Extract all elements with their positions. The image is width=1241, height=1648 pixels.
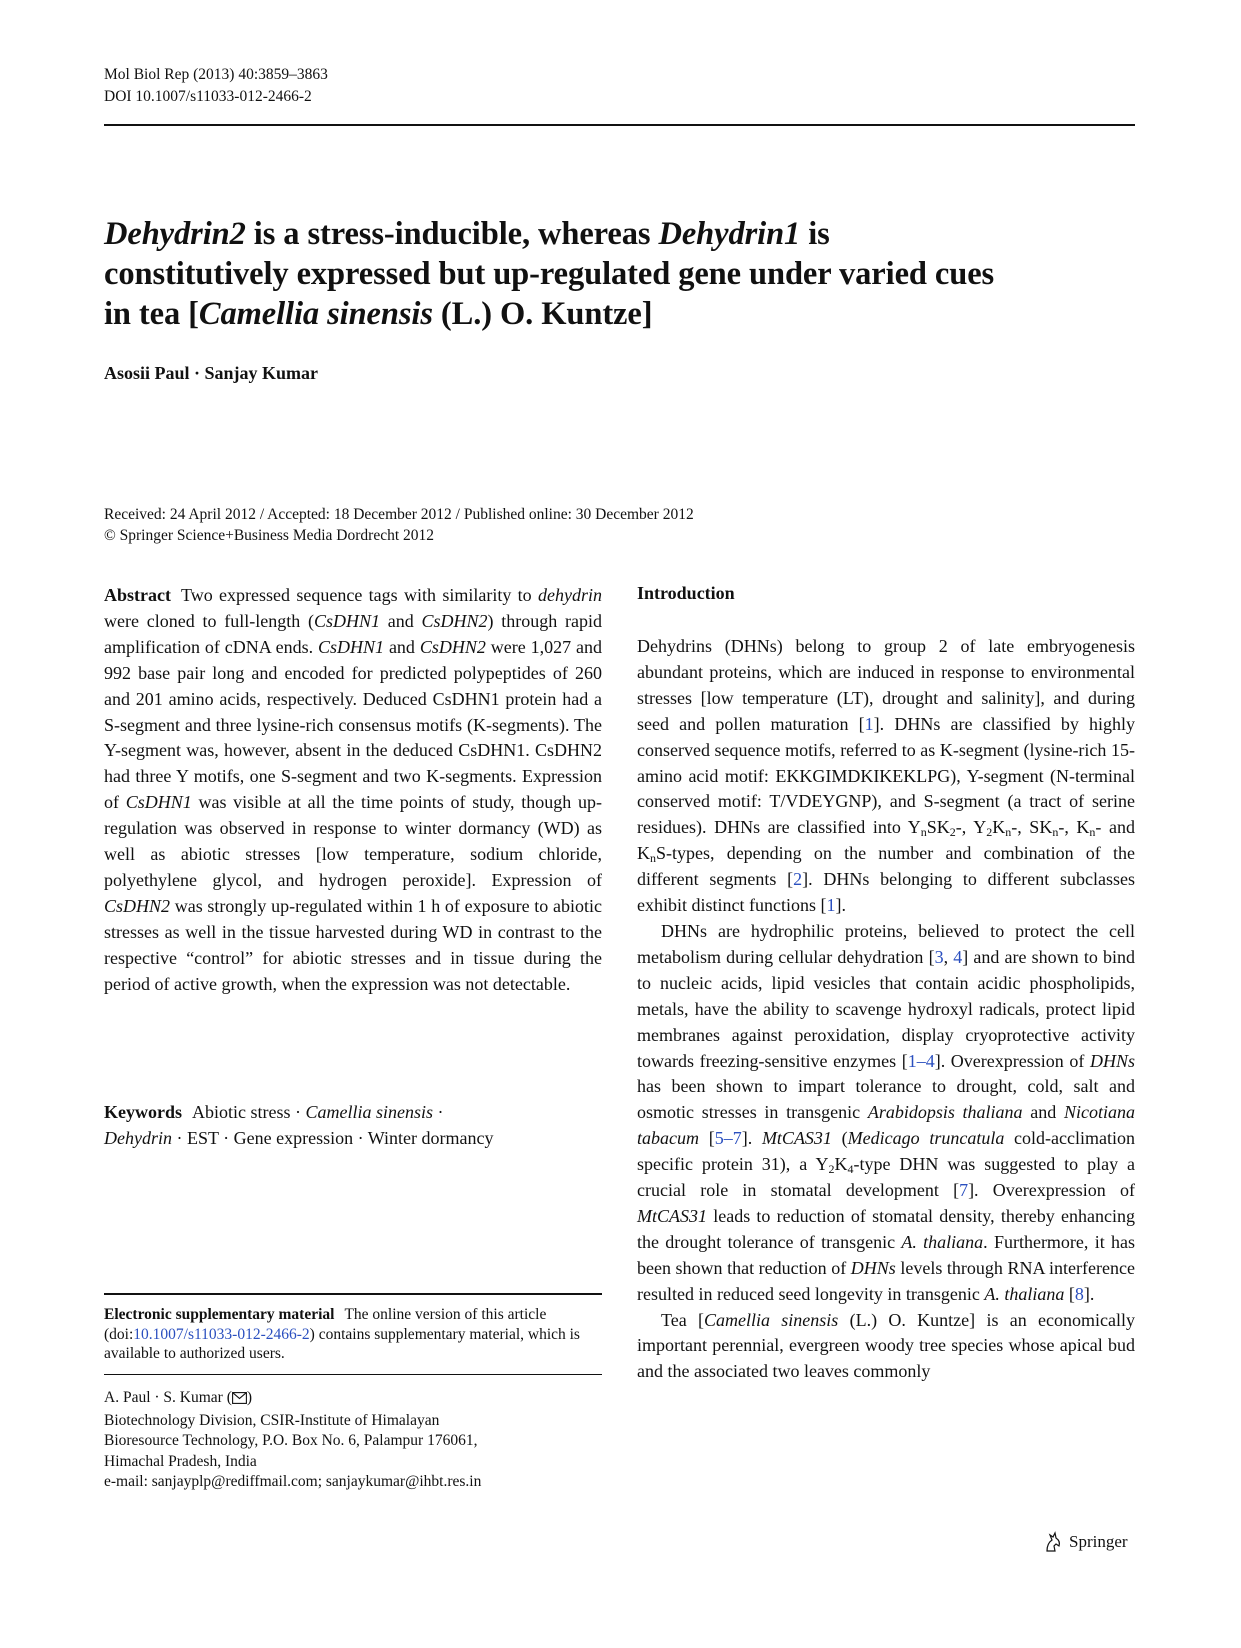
introduction-heading: Introduction xyxy=(637,583,735,603)
supplementary-doi-link[interactable]: 10.1007/s11033-012-2466-2 xyxy=(133,1325,310,1343)
affiliation-paren: ) xyxy=(246,1389,253,1406)
subscript: 2 xyxy=(949,825,956,840)
affiliation-line: Himachal Pradesh, India xyxy=(104,1452,257,1470)
introduction-body xyxy=(637,634,1135,1385)
copyright-line: © Springer Science+Business Media Dordrecht 2012 xyxy=(104,527,435,544)
intro-text: and xyxy=(1022,1102,1064,1123)
intro-text: ]. xyxy=(1083,1283,1095,1304)
abstract-italic: CsDHN1 xyxy=(125,792,192,813)
supplementary-text: ) contains supplementary material, which is available to authorized users. xyxy=(104,1325,580,1362)
abstract-italic: CsDHN2 xyxy=(104,895,171,916)
intro-text: ] and are shown to bind to nucleic acids, lipid vesicles that contain acidic phospholipids, metals, have the ability to scavenge hydroxyl radicals, protect lipid membranes against peroxidation, display cryoprotective activity towards freezing-sensitive enzymes [ xyxy=(637,946,1136,1071)
citation-link[interactable]: 5–7 xyxy=(714,1128,742,1149)
header-rule xyxy=(104,124,1135,126)
publication-dates xyxy=(104,504,1104,546)
doi-line: DOI 10.1007/s11033-012-2466-2 xyxy=(104,88,312,105)
abstract-text: was visible at all the time points of study, though up-regulation was observed in response to winter dormancy (WD) as well as abiotic stresses [low temperature, sodium chloride, polyethylene glycol, and hydrogen peroxide]. Expression of xyxy=(104,792,602,890)
intro-text: -, SK xyxy=(1011,817,1053,838)
title-gene-1: Dehydrin2 xyxy=(104,216,246,252)
intro-text: K xyxy=(992,817,1006,838)
keyword-text: Abiotic stress · xyxy=(192,1102,306,1122)
intro-text: ( xyxy=(831,1128,848,1149)
intro-text: ]. xyxy=(741,1128,762,1149)
keyword-italic: Camellia sinensis xyxy=(305,1102,433,1122)
citation-link[interactable]: 1–4 xyxy=(907,1050,935,1071)
publisher-logo xyxy=(1043,1531,1128,1553)
intro-paragraph-3 xyxy=(637,1308,1135,1386)
abstract-italic: dehydrin xyxy=(538,585,602,605)
title-line-2: constitutively expressed but up-regulated gene under varied cues xyxy=(104,256,995,292)
intro-text: [ xyxy=(1064,1283,1075,1304)
intro-text: (L.) O. Kuntze] is an economically important perennial, evergreen woody tree species whose apical bud and the associated two leaves commonly xyxy=(637,1309,1135,1382)
citation-link[interactable]: 1 xyxy=(864,713,874,734)
intro-text: -, Y xyxy=(955,817,987,838)
supplementary-text: The online version of this article (doi: xyxy=(104,1306,547,1343)
intro-text: ]. Overexpression of xyxy=(968,1180,1135,1201)
intro-text: DHNs are hydrophilic proteins, believed to protect the cell metabolism during cellular dehydration [ xyxy=(637,920,1135,967)
intro-italic: Medicago truncatula xyxy=(847,1128,1005,1149)
abstract-text: ) through rapid amplification of cDNA ends. xyxy=(104,610,602,657)
abstract-italic: CsDHN2 xyxy=(421,610,488,631)
title-text-3: in tea [ xyxy=(104,296,199,332)
supplementary-note xyxy=(104,1305,602,1364)
intro-text: [ xyxy=(699,1128,715,1149)
intro-italic: DHNs xyxy=(1089,1050,1135,1071)
abstract-text: and xyxy=(384,636,420,657)
citation-link[interactable]: 4 xyxy=(953,946,963,967)
author-list: Asosii Paul · Sanjay Kumar xyxy=(104,363,319,383)
intro-text: K xyxy=(834,1154,848,1175)
supplementary-label: Electronic supplementary material xyxy=(104,1306,335,1323)
date-line: Received: 24 April 2012 / Accepted: 18 December 2012 / Published online: 30 December 2012 xyxy=(104,506,694,523)
keyword-italic: Dehydrin xyxy=(104,1127,172,1148)
abstract-label: Abstract xyxy=(104,585,171,605)
title-text-2: is xyxy=(800,216,830,252)
title-text-1: is a stress-inducible, whereas xyxy=(245,216,659,252)
abstract-italic: CsDHN1 xyxy=(313,610,380,631)
intro-text: Dehydrins (DHNs) belong to group 2 of late embryogenesis abundant proteins, which are induced in response to environmental stresses [low temperature (LT), drought and salinity], and during seed and pollen maturation [ xyxy=(637,636,1135,734)
abstract-text: was strongly up-regulated within 1 h of exposure to abiotic stresses as well in the tissue harvested during WD in contrast to the respective “control” for abiotic stresses and in tissue during the period of active growth, when the expression was not detectable. xyxy=(104,895,602,994)
keyword-text: · xyxy=(433,1102,444,1122)
intro-text: SK xyxy=(926,817,950,838)
journal-header xyxy=(104,64,328,108)
intro-text: , xyxy=(943,946,954,967)
abstract-text: were 1,027 and 992 base pair long and encoded for predicted polypeptides of 260 and 201 amino acids, respectively. Deduced CsDHN1 protein had a S-segment and three lysine-rich consensus motifs (K-segments). The Y-segment was, however, absent in the deduced CsDHN1. CsDHN2 had three Y motifs, one S-segment and two K-segments. Expression of xyxy=(104,636,602,813)
affiliation-line: Biotechnology Division, CSIR-Institute of Himalayan xyxy=(104,1411,440,1429)
intro-text: -, K xyxy=(1058,817,1090,838)
intro-text: S-types, depending on the number and combination of the different segments [ xyxy=(637,843,1135,890)
intro-text: ]. DHNs belonging to different subclasses exhibit distinct functions [ xyxy=(637,869,1135,916)
abstract xyxy=(104,583,602,998)
title-text-4: (L.) O. Kuntze] xyxy=(432,296,653,332)
citation-link[interactable]: 2 xyxy=(793,869,803,890)
intro-paragraph-1 xyxy=(637,634,1135,919)
envelope-icon xyxy=(232,1390,247,1411)
footnote-rule-bottom xyxy=(104,1374,602,1375)
keywords xyxy=(104,1100,602,1152)
keyword-text: · EST · Gene expression · Winter dormancy xyxy=(171,1127,494,1148)
springer-horse-icon xyxy=(1043,1531,1063,1553)
citation-link[interactable]: 3 xyxy=(934,946,944,967)
citation-link[interactable]: 8 xyxy=(1074,1283,1084,1304)
intro-italic: Camellia sinensis xyxy=(704,1309,839,1330)
intro-text: ]. DHNs are classified by highly conserved sequence motifs, referred to as K-segment (lysine-rich 15-amino acid motif: EKKGIMDKIKEKLPG), Y-segment (N-terminal conserved motif: T/VDEYGNP), and S-segment (a tract of serine residues). DHNs are classified into Y xyxy=(637,713,1135,838)
subscript: n xyxy=(920,825,927,840)
abstract-italic: CsDHN2 xyxy=(419,636,486,657)
affiliation-email[interactable]: e-mail: sanjayplp@rediffmail.com; sanjaykumar@ihbt.res.in xyxy=(104,1473,482,1490)
intro-italic: DHNs xyxy=(850,1257,896,1278)
abstract-text: were cloned to full-length ( xyxy=(104,610,314,631)
subscript: 2 xyxy=(828,1162,835,1177)
affiliation xyxy=(104,1388,602,1493)
intro-italic: MtCAS31 xyxy=(637,1205,707,1226)
intro-text: ]. Overexpression of xyxy=(934,1050,1090,1071)
abstract-italic: CsDHN1 xyxy=(318,636,385,657)
intro-italic: A. thaliana xyxy=(901,1231,984,1252)
intro-text: cold-acclimation specific protein 31), a Y xyxy=(637,1128,1136,1175)
subscript: n xyxy=(1089,825,1096,840)
intro-text: has been shown to impart tolerance to drought, cold, salt and osmotic stresses in transgenic xyxy=(637,1076,1135,1123)
intro-italic: MtCAS31 xyxy=(761,1128,832,1149)
citation-link[interactable]: 7 xyxy=(959,1180,969,1201)
citation-link[interactable]: 1 xyxy=(826,895,836,916)
intro-italic: A. thaliana xyxy=(984,1283,1065,1304)
intro-italic: Arabidopsis thaliana xyxy=(867,1102,1023,1123)
intro-text: . Furthermore, it has been shown that reduction of xyxy=(637,1231,1135,1278)
subscript: n xyxy=(1052,825,1059,840)
subscript: n xyxy=(650,851,656,866)
title-species: Camellia sinensis xyxy=(198,296,433,332)
affiliation-line: Bioresource Technology, P.O. Box No. 6, Palampur 176061, xyxy=(104,1432,478,1449)
intro-text: Tea [ xyxy=(661,1309,705,1330)
publisher-name: Springer xyxy=(1069,1532,1128,1551)
intro-paragraph-2 xyxy=(637,919,1135,1308)
intro-text: ]. xyxy=(835,895,846,916)
intro-italic: Nicotiana tabacum xyxy=(637,1102,1135,1149)
title-gene-2: Dehydrin1 xyxy=(658,216,801,252)
abstract-text: Two expressed sequence tags with similarity to xyxy=(180,585,539,605)
article-title xyxy=(104,214,1104,334)
intro-text: levels through RNA interference resulted in reduced seed longevity in transgenic xyxy=(637,1257,1135,1304)
subscript: 2 xyxy=(986,825,993,840)
journal-citation: Mol Biol Rep (2013) 40:3859–3863 xyxy=(104,66,328,83)
footnote-rule-top xyxy=(104,1293,602,1295)
keywords-label: Keywords xyxy=(104,1102,182,1122)
subscript: n xyxy=(1005,825,1012,840)
affiliation-authors: A. Paul · S. Kumar ( xyxy=(104,1389,232,1406)
intro-text: leads to reduction of stomatal density, thereby enhancing the drought tolerance of transgenic xyxy=(637,1205,1135,1252)
abstract-text: and xyxy=(379,610,422,631)
intro-text: - and K xyxy=(637,817,1136,864)
intro-text: -type DHN was suggested to play a crucial role in stomatal development [ xyxy=(637,1154,1135,1201)
subscript: 4 xyxy=(847,1162,854,1177)
